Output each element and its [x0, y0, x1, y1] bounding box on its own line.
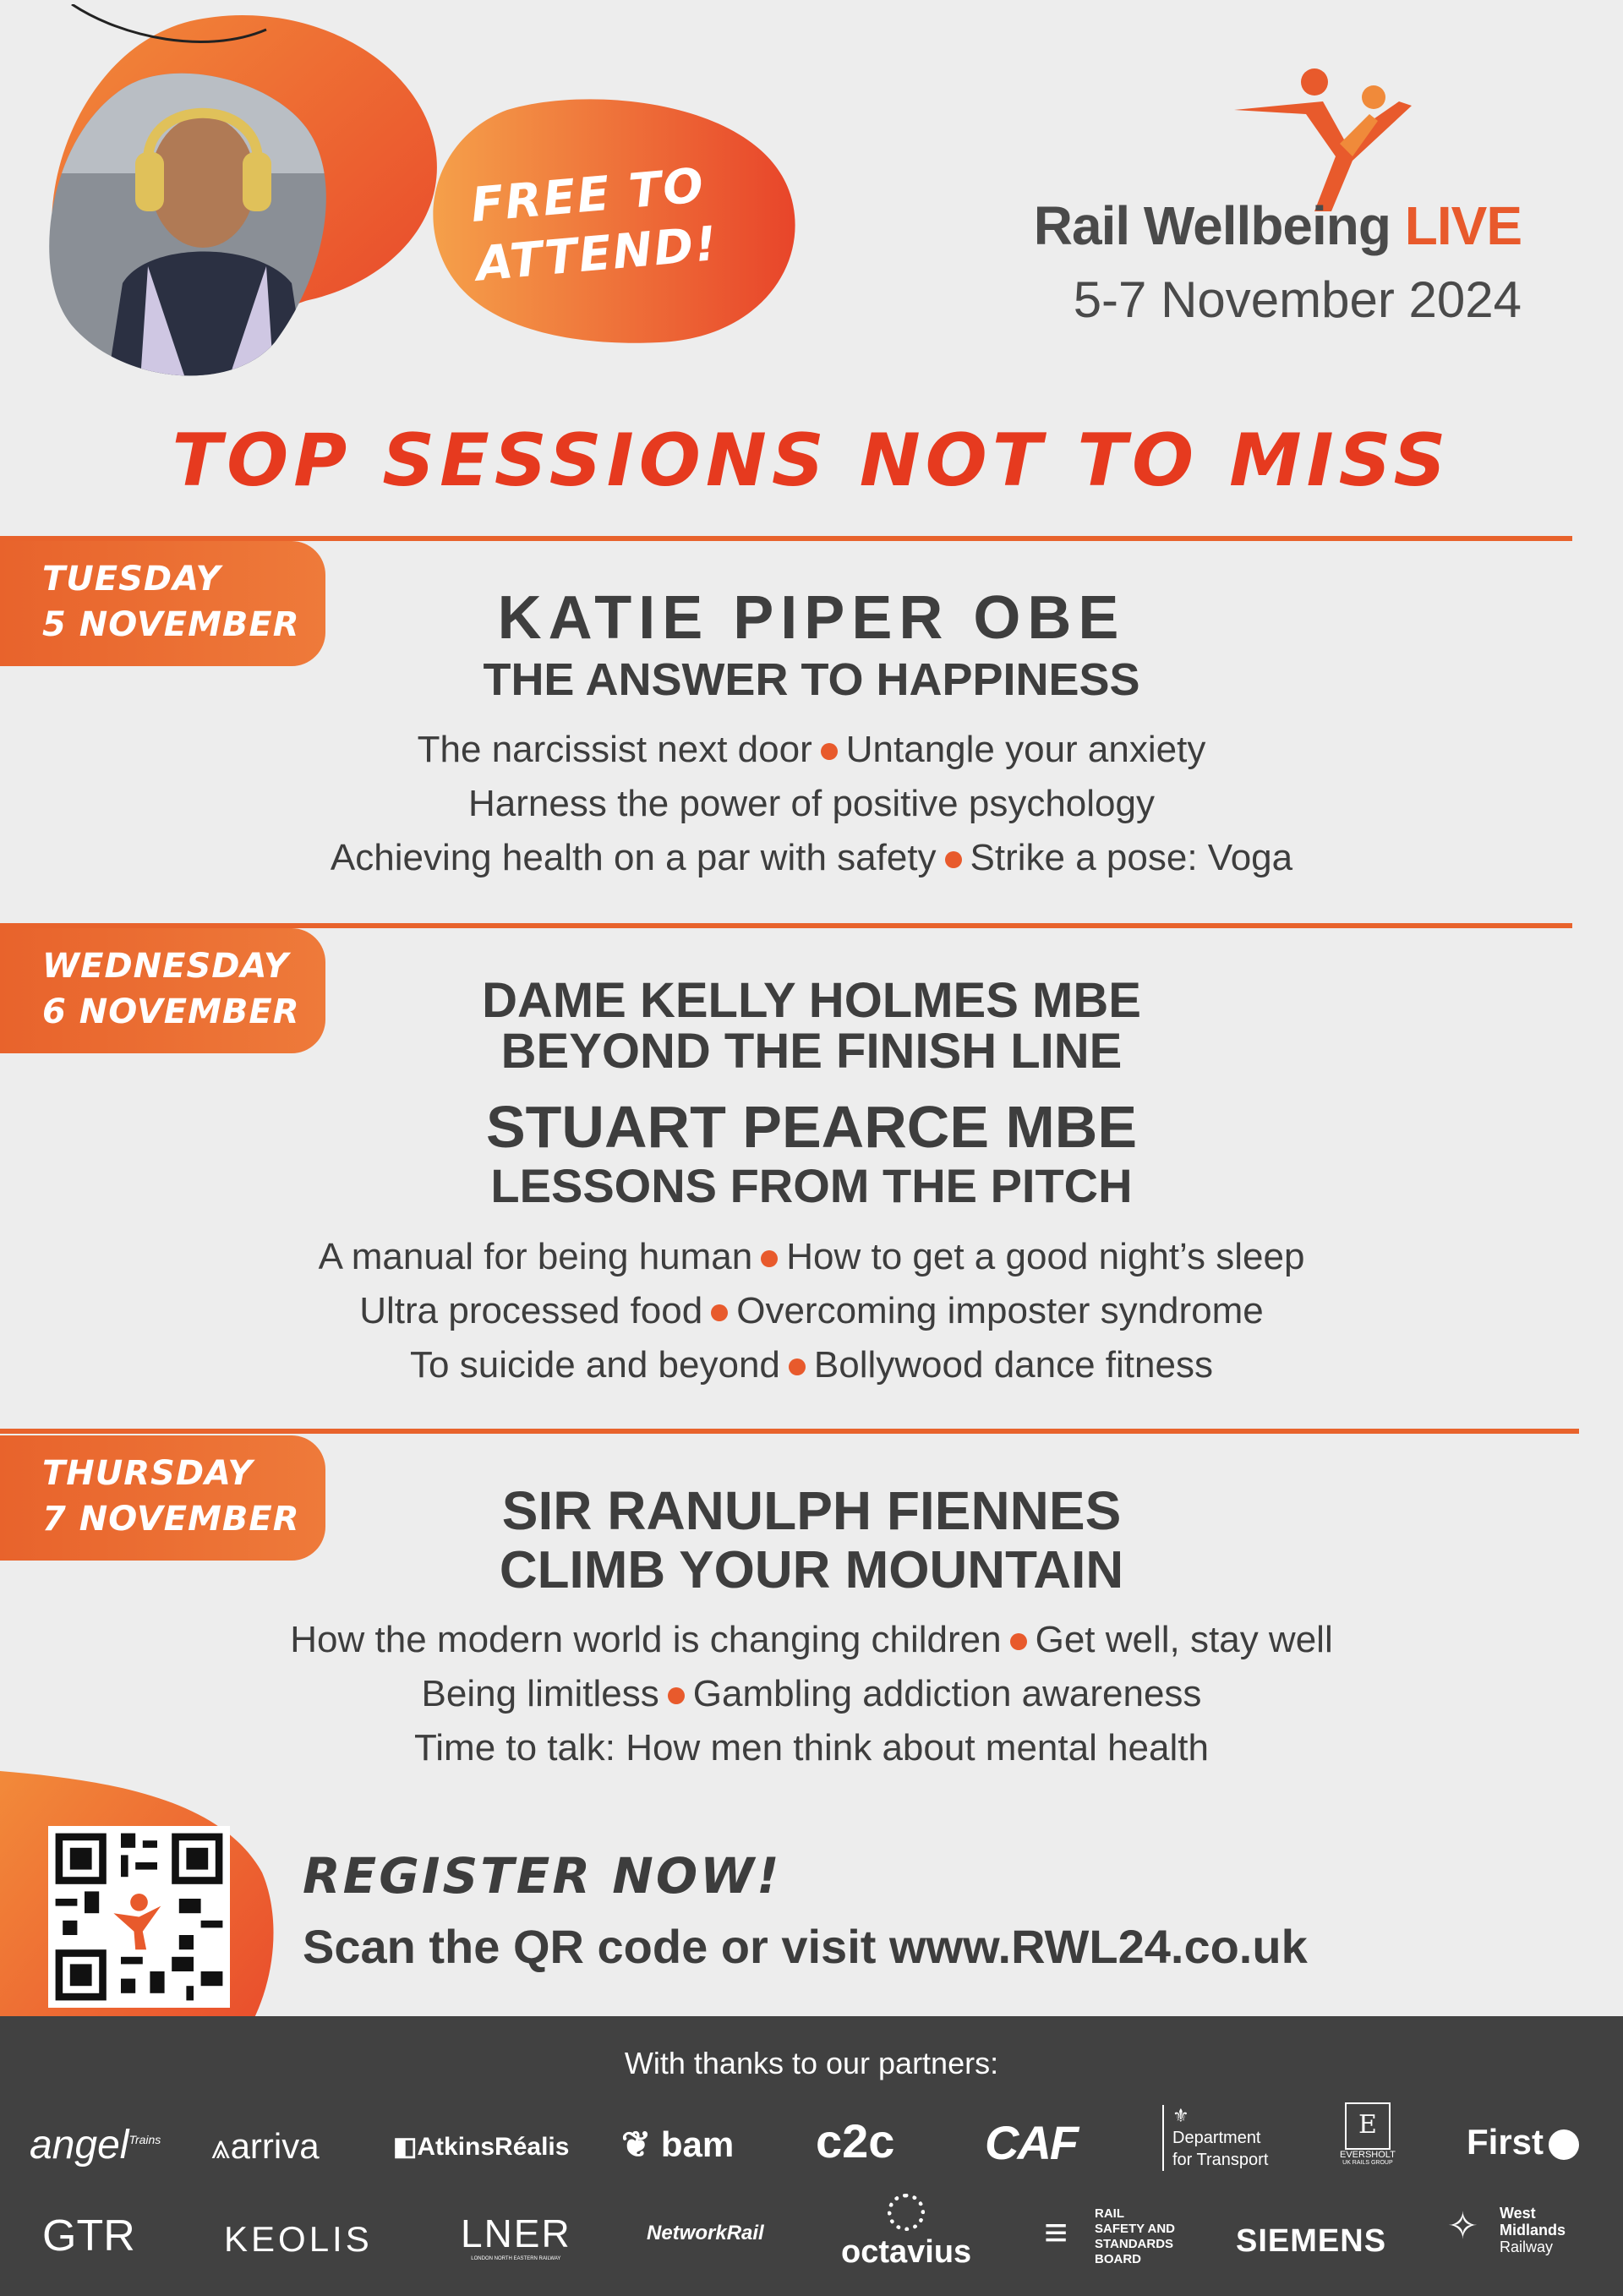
day-tab-line2: 7 NOVEMBER	[42, 1500, 300, 1539]
partner-first-logo: First	[1467, 2122, 1579, 2162]
free-text-line1: FREE TO	[468, 158, 708, 233]
bullet-dot	[945, 851, 962, 868]
topic-line	[0, 1667, 1623, 1721]
topic: Achieving health on a par with safety	[330, 837, 937, 878]
topic: Being limitless	[421, 1673, 659, 1714]
topic-line	[0, 1613, 1623, 1667]
bullet-dot	[761, 1250, 778, 1267]
day-tab-line1: WEDNESDAY	[42, 947, 289, 986]
register-link-text[interactable]: Scan the QR code or visit www.RWL24.co.uk	[303, 1920, 1308, 1973]
atkins-icon: ◧	[393, 2133, 418, 2161]
partner-angel-logo: angel$^{Trains}$	[30, 2123, 161, 2168]
talk-title: CLIMB YOUR MOUNTAIN	[499, 1541, 1124, 1599]
divider-rule	[0, 1429, 1579, 1434]
bullet-dot	[711, 1304, 728, 1321]
partner-gtr-logo: GTR	[42, 2211, 135, 2260]
qr-code-icon	[48, 1826, 230, 2008]
topic: Get well, stay well	[1035, 1619, 1333, 1660]
partner-octavius-logo: octavius	[841, 2194, 971, 2271]
partner-siemens-logo: SIEMENS	[1236, 2223, 1387, 2259]
topic: How the modern world is changing children	[290, 1619, 1002, 1660]
partner-arriva-logo: ⩓arriva	[211, 2126, 320, 2166]
topic: A manual for being human	[318, 1236, 753, 1277]
free-text-line2: ATTEND!	[473, 216, 721, 292]
qr-code[interactable]	[48, 1826, 230, 2008]
bullet-dot	[789, 1358, 806, 1375]
speaker-name: STUART PEARCE MBE	[485, 1094, 1138, 1160]
thanks-text: With thanks to our partners:	[624, 2046, 999, 2080]
topic-line	[0, 1338, 1623, 1392]
topic: Time to talk: How men think about mental health	[414, 1727, 1209, 1768]
bullet-dot	[821, 743, 838, 760]
topic: Untangle your anxiety	[845, 729, 1206, 770]
topic: Overcoming imposter syndrome	[736, 1290, 1264, 1331]
brand-title	[930, 194, 1522, 257]
topic: Strike a pose: Voga	[970, 837, 1293, 878]
topic-line	[0, 1284, 1623, 1338]
talk-title: BEYOND THE FINISH LINE	[500, 1024, 1123, 1079]
event-dates: 5-7 November 2024	[1073, 271, 1522, 328]
topic: Bollywood dance fitness	[813, 1344, 1213, 1386]
partner-eversholt-logo: E EVERSHOLT UK RAILS GROUP	[1340, 2102, 1396, 2166]
talk-title: THE ANSWER TO HAPPINESS	[483, 654, 1140, 705]
bam-icon: ❦	[621, 2124, 652, 2164]
topic-list	[0, 1613, 1623, 1775]
topic-line	[0, 831, 1623, 885]
arriva-icon: ⩓	[211, 2129, 231, 2166]
speaker-name: SIR RANULPH FIENNES	[501, 1480, 1122, 1541]
partner-caf-logo: CAF	[985, 2116, 1078, 2169]
day-tab-line2: 5 NOVEMBER	[42, 605, 300, 644]
day-tab-line1: THURSDAY	[42, 1454, 254, 1493]
partner-bam-logo: ❦ bam	[621, 2124, 735, 2164]
topic: Gambling addiction awareness	[692, 1673, 1202, 1714]
brand-live: LIVE	[1404, 195, 1522, 256]
topic: The narcissist next door	[417, 729, 812, 770]
topic: Ultra processed food	[359, 1290, 703, 1331]
speaker-name: KATIE PIPER OBE	[497, 584, 1126, 652]
topic-line	[0, 723, 1623, 777]
octavius-ring-icon	[888, 2194, 925, 2231]
topic: Harness the power of positive psychology	[468, 783, 1155, 824]
partner-dft-logo: ⚜ Department for Transport	[1162, 2105, 1268, 2171]
register-heading: REGISTER NOW!	[303, 1847, 782, 1905]
wmr-icon: ✧	[1447, 2206, 1478, 2247]
topic-line	[0, 1230, 1623, 1284]
first-swoosh-icon	[1549, 2129, 1579, 2160]
topic-line	[0, 777, 1623, 831]
crest-icon: ⚜	[1172, 2105, 1189, 2126]
topic: To suicide and beyond	[410, 1344, 780, 1386]
topic: How to get a good night’s sleep	[786, 1236, 1305, 1277]
topic-line	[0, 1721, 1623, 1775]
eversholt-icon: E	[1345, 2102, 1391, 2150]
partner-networkrail-logo: NetworkRail	[647, 2222, 764, 2244]
brand-name: Rail Wellbeing	[1033, 195, 1391, 256]
photo-blob	[21, 4, 452, 393]
partner-wmr-logo: ✧ West Midlands Railway	[1447, 2205, 1566, 2255]
headline: TOP SESSIONS NOT TO MISS	[172, 418, 1451, 503]
bullet-dot	[668, 1687, 685, 1704]
partner-lner-logo: LNER LONDON NORTH EASTERN RAILWAY	[461, 2211, 571, 2261]
partner-c2c-logo: c2c	[816, 2114, 895, 2168]
partner-rssb-logo: ≡ RAIL SAFETY AND STANDARDS BOARD	[1044, 2206, 1176, 2266]
speaker-name: DAME KELLY HOLMES MBE	[482, 973, 1141, 1028]
partner-keolis-logo: KEOLIS	[224, 2219, 373, 2259]
partner-atkins-logo: ◧AtkinsRéalis	[393, 2133, 570, 2161]
topic-list	[0, 1230, 1623, 1392]
topic-list	[0, 723, 1623, 885]
talk-title: LESSONS FROM THE PITCH	[490, 1159, 1133, 1212]
day-tab-line2: 6 NOVEMBER	[42, 992, 300, 1031]
bullet-dot	[1010, 1633, 1027, 1650]
day-tab-line1: TUESDAY	[42, 560, 221, 599]
rssb-icon: ≡	[1044, 2211, 1068, 2255]
free-to-attend-text	[469, 153, 749, 294]
rail-wellbeing-logo-icon	[1226, 63, 1420, 216]
